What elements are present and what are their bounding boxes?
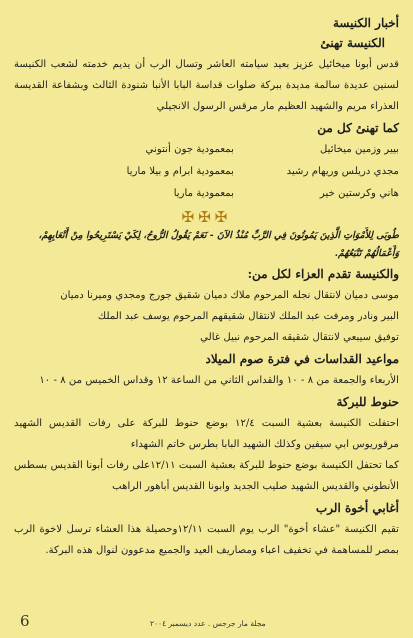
blessing-paragraph-1: احتفلت الكنيسة بعشية السبت ١٢/٤ بوضع حنوط للبركة على رفات القديس الشهيد مرقوريوس ابي سيفين وكذلك الشهيد البابا بطرس خاتم الشهداء [14, 418, 399, 450]
page-title: أخبار الكنيسة [333, 16, 399, 30]
baptism-row [14, 139, 399, 161]
baptism-row [14, 183, 399, 205]
magazine-info: مجلة مار جرجس . عدد ديسمبر ٢٠٠٤ [150, 619, 266, 628]
section-heading-also-congrats: كما تهنئ كل من [317, 121, 399, 135]
baptism-list [14, 139, 399, 205]
section-heading-agape: أغابي أخوة الرب [315, 501, 399, 515]
blessing-paragraph-2: كما تحتفل الكنيسة بوضع حنوط للبركة بعشية السبت ١٢/١١على رفات أبونا القديس بسطس الأنطوني والقديس الشهيد صليب الجديد وابونا القديس أباهور الراهب [14, 460, 399, 492]
section-heading-congrats: الكنيسة تهنئ [320, 36, 385, 50]
section-heading-blessing: حنوط للبركة [336, 395, 399, 409]
baptism-child: بمعمودية ماريا [173, 188, 234, 199]
congrats-paragraph: قدس أبونا ميخائيل عزيز بعيد سيامته العاشر وتسال الرب أن يديم خدمته لشعب الكنيسة لسنين عديدة سالمة مديدة ببركة صلوات قداسة البابا الأنبا شنودة الثالث وبشفاعة القديسة العذراء مريم والشهيد العظيم مار مرقس الرسول الانجيلي [14, 59, 399, 112]
condolence-line: موسى دميان لانتقال نجله المرحوم ملاك دميان شقيق جورج ومجدي وميرنا دميان [60, 290, 399, 301]
baptism-parents: هاني وكرستين خير [319, 188, 399, 199]
section-heading-condolences: والكنيسة تقدم العزاء لكل من: [247, 267, 399, 281]
condolence-line: البير ونادر ومرفت عبد الملك لانتقال شقيقهم المرحوم يوسف عبد الملك [97, 311, 399, 322]
baptism-parents: بيير وزمين ميخائيل [319, 144, 399, 155]
baptism-child: بمعمودية جون أنتوني [145, 144, 234, 155]
scripture-quote: طُوبَى لِلأَمْوَاتِ الَّذِينَ يَمُوتُونَ فِي الرَّبِّ مُنْذُ الآنَ - نَعَمْ يَقُولُ الرُّوحُ، لِكَيْ يَسْتَرِيحُوا مِنْ أَتْعَابِهِمْ، وَأَعْمَالُهُمْ تَتْبَعُهُمْ. [38, 230, 399, 259]
condolence-line: توفيق سيبعي لانتقال شقيقه المرحوم نبيل غالي [200, 332, 399, 343]
section-heading-mass-schedule: مواعيد القداسات في فترة صوم الميلاد [205, 352, 399, 366]
page-number: 6 [20, 612, 30, 630]
agape-paragraph: تقيم الكنيسة "عشاء أخوة" الرب يوم السبت ١٢/١١وحصيلة هذا العشاء ترسل لاخوة الرب بمصر للمساهمة في تخفيف اعباء ومصاريف العيد والجميع مدعوون لنوال هذه البركة. [14, 524, 399, 556]
baptism-parents: مجدي دريلس وريهام رشيد [286, 166, 399, 177]
mass-schedule-text: الأربعاء والجمعة من ٨ - ١٠ والقداس الثاني من الساعة ١٢ وقداس الخميس من ٨ - ١٠ [39, 375, 399, 386]
cross-ornament-icon: ✠✠✠ [181, 208, 232, 226]
baptism-row [14, 161, 399, 183]
baptism-child: بمعمودية ابرام و بيلا ماريا [126, 166, 234, 177]
page-footer [0, 612, 413, 628]
news-content [14, 12, 399, 561]
